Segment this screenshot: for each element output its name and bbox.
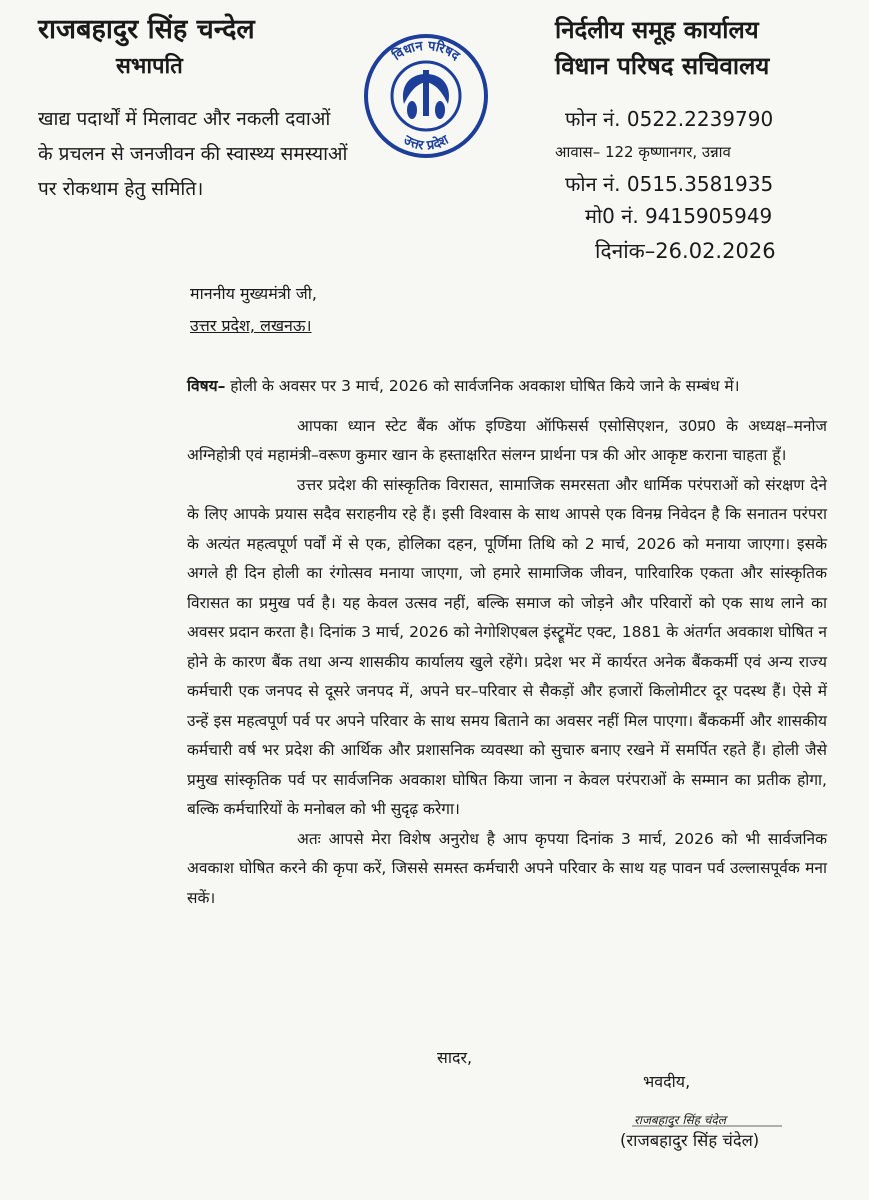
sadar-text: सादर, (437, 1048, 473, 1067)
office-line-2: विधान परिषद सचिवालय (555, 52, 770, 80)
mobile-number: मो0 नं. 9415905949 (585, 204, 773, 228)
paragraph-3: अतः आपसे मेरा विशेष अनुरोध है आप कृपया दिनांक 3 मार्च, 2026 को भी सार्वजनिक अवकाश घोषित करने की कृपा करें, जिससे समस्त कर्मचारी अपने परिवार के साथ यह पावन पर्व उल्लासपूर्वक मना सकें। (187, 829, 827, 907)
sender-name: राजबहादुर सिंह चन्देल (38, 14, 255, 45)
subject-line (187, 372, 827, 402)
sender-block (38, 10, 358, 207)
legislative-council-seal (356, 30, 496, 160)
seal-bottom-text: उत्तर प्रदेश (400, 132, 452, 154)
addressee-line-2: उत्तर प्रदेश, लखनऊ। (190, 316, 312, 335)
letter-date: दिनांक–26.02.2026 (595, 239, 776, 263)
office-line-1: निर्दलीय समूह कार्यालय (555, 16, 759, 44)
sender-designation: सभापति (116, 54, 183, 79)
residence-phone: फोन नं. 0515.3581935 (565, 172, 774, 196)
office-phone: फोन नं. 0522.2239790 (565, 107, 774, 131)
office-block (555, 12, 855, 270)
addressee-line-1: माननीय मुख्यमंत्री जी, (190, 284, 317, 303)
seal-fish-emblem (403, 70, 449, 119)
residence-address: आवास– 122 कृष्णानगर, उन्नाव (555, 143, 731, 161)
paragraph-2: उत्तर प्रदेश की सांस्कृतिक विरासत, सामाजिक समरसता और धार्मिक परंपराओं को संरक्षण देने के लिए आपके प्रयास सदैव सराहनीय रहे हैं। इसी विश्वास के साथ आपसे एक विनम्र निवेदन है कि सनातन परंपरा के अत्यंत महत्वपूर्ण पर्वों में से एक, होलिका दहन, पूर्णिमा तिथि को 2 मार्च, 2026 को मनाया जाएगा। इसके अगले ही दिन होली का रंगोत्सव मनाया जाएगा, जो हमारे सामाजिक जीवन, पारिवारिक एकता और सांस्कृतिक विरासत का प्रमुख पर्व है। यह केवल उत्सव नहीं, बल्कि समाज को जोड़ने और परिवारों को एक साथ लाने का अवसर प्रदान करता है। दिनांक 3 मार्च, 2026 को नेगोशिएबल इंस्ट्रूमेंट एक्ट, 1881 के अंतर्गत अवकाश घोषित न होने के कारण बैंक तथा अन्य शासकीय कार्यालय खुले रहेंगे। प्रदेश भर में कार्यरत अनेक बैंककर्मी एवं अन्य राज्य कर्मचारी एक जनपद से दूसरे जनपद में, अपने घर–परिवार से सैकड़ों और हजारों किलोमीटर दूर पदस्थ हैं। ऐसे में उन्हें इस महत्वपूर्ण पर्व पर अपने परिवार के साथ समय बिताने का अवसर नहीं मिल पाएगा। बैंककर्मी और शासकीय कर्मचारी वर्ष भर प्रदेश की आर्थिक और प्रशासनिक व्यवस्था को सुचारु बनाए रखने में समर्पित रहते हैं। होली जैसे प्रमुख सांस्कृतिक पर्व पर सार्वजनिक अवकाश घोषित किया जाना न केवल परंपराओं के सम्मान का प्रतीक होगा, बल्कि कर्मचारियों के मनोबल को भी सुदृढ़ करेगा। (187, 475, 827, 818)
seal-top-text: विधान परिषद (390, 38, 463, 64)
svg-text:उत्तर प्रदेश (400, 132, 452, 154)
committee-name: खाद्य पदार्थों में मिलावट और नकली दवाओं के प्रचलन से जनजीवन की स्वास्थ्य समस्याओं पर रोकथाम हेतु समिति। (38, 108, 348, 200)
signature-scribble: राजबहादुर सिंह चंदेल (634, 1113, 726, 1127)
paragraph-1: आपका ध्यान स्टेट बैंक ऑफ इण्डिया ऑफिसर्स एसोसिएशन, उ0प्र0 के अध्यक्ष–मनोज अग्निहोत्री एवं महामंत्री–वरूण कुमार खान के हस्ताक्षरित संलग्न प्रार्थना पत्र की ओर आकृष्ट कराना चाहता हूँ। (187, 416, 827, 464)
subject-label: विषय– (187, 377, 226, 395)
letter-body (187, 372, 827, 913)
closing-text: भवदीय, (643, 1072, 691, 1091)
signatory-name: (राजबहादुर सिंह चंदेल) (620, 1131, 760, 1150)
subject-text: होली के अवसर पर 3 मार्च, 2026 को सार्वजनिक अवकाश घोषित किये जाने के सम्बंध में। (225, 377, 740, 395)
addressee-block (190, 278, 317, 342)
